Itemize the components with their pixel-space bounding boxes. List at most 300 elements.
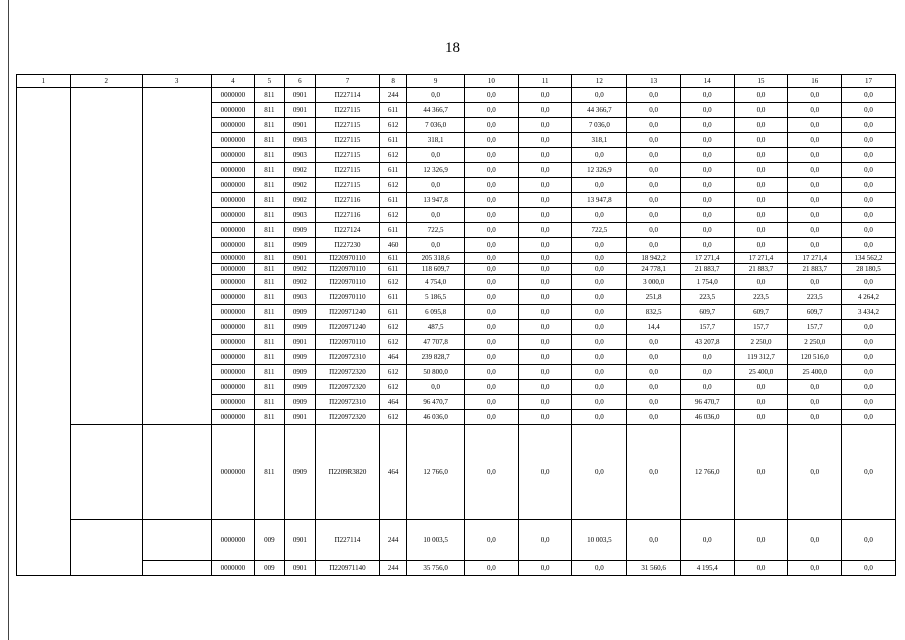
cell: 0000000	[211, 320, 255, 335]
cell: 0,0	[518, 380, 572, 395]
cell: 3 000,0	[627, 275, 681, 290]
cell: 0,0	[572, 320, 627, 335]
cell: 0000000	[211, 365, 255, 380]
cell: 0,0	[627, 335, 681, 350]
cell: П220971240	[316, 320, 380, 335]
cell: 0,0	[465, 520, 519, 561]
cell: 0,0	[680, 208, 734, 223]
cell: 0,0	[518, 118, 572, 133]
cell: 0,0	[788, 238, 842, 253]
cell: 0,0	[518, 561, 572, 576]
cell: 0909	[284, 425, 315, 520]
cell: 0000000	[211, 88, 255, 103]
cell: 0,0	[842, 350, 896, 365]
cell: 0,0	[572, 290, 627, 305]
cell: 0,0	[518, 290, 572, 305]
cell: 0,0	[465, 395, 519, 410]
cell: 0,0	[572, 148, 627, 163]
cell: 009	[255, 520, 284, 561]
cell: 611	[379, 305, 406, 320]
cell: 0901	[284, 103, 315, 118]
cell: 5 186,5	[407, 290, 465, 305]
column-header: 16	[788, 75, 842, 88]
column-header: 5	[255, 75, 284, 88]
cell: 50 800,0	[407, 365, 465, 380]
cell: 0,0	[680, 178, 734, 193]
cell: 0,0	[572, 561, 627, 576]
cell: 0,0	[518, 103, 572, 118]
cell: 0,0	[572, 380, 627, 395]
cell: П227115	[316, 103, 380, 118]
cell: 811	[255, 178, 284, 193]
column-header: 6	[284, 75, 315, 88]
cell: 44 366,7	[572, 103, 627, 118]
cell: 0,0	[518, 335, 572, 350]
cell: 0,0	[407, 208, 465, 223]
cell: 612	[379, 178, 406, 193]
cell: 0909	[284, 365, 315, 380]
cell: 318,1	[407, 133, 465, 148]
cell: 0,0	[627, 208, 681, 223]
cell: 0,0	[572, 253, 627, 264]
cell: П227124	[316, 223, 380, 238]
cell: 612	[379, 410, 406, 425]
cell: 21 883,7	[680, 264, 734, 275]
cell: 0,0	[788, 118, 842, 133]
cell: 0000000	[211, 133, 255, 148]
cell: 0,0	[465, 350, 519, 365]
cell: 0,0	[572, 305, 627, 320]
cell: 811	[255, 163, 284, 178]
cell: 0,0	[734, 410, 788, 425]
cell: 13 947,8	[572, 193, 627, 208]
cell: 0,0	[518, 520, 572, 561]
cell: 0,0	[407, 178, 465, 193]
cell: 239 828,7	[407, 350, 465, 365]
cell: П227115	[316, 118, 380, 133]
cell: 0,0	[788, 178, 842, 193]
cell: 157,7	[680, 320, 734, 335]
cell: П227116	[316, 208, 380, 223]
cell: 0,0	[680, 103, 734, 118]
cell: 14,4	[627, 320, 681, 335]
cell: 0000000	[211, 350, 255, 365]
cell: 0,0	[518, 350, 572, 365]
column-header: 12	[572, 75, 627, 88]
cell: 0,0	[734, 238, 788, 253]
cell: 0,0	[842, 133, 896, 148]
cell: 811	[255, 264, 284, 275]
cell: 0,0	[842, 88, 896, 103]
cell: 0,0	[407, 88, 465, 103]
cell: 24 778,1	[627, 264, 681, 275]
cell: 0,0	[465, 253, 519, 264]
cell: 811	[255, 208, 284, 223]
cell: П227116	[316, 193, 380, 208]
cell: 4 195,4	[680, 561, 734, 576]
cell: 0903	[284, 290, 315, 305]
cell: 0,0	[518, 264, 572, 275]
cell: 251,8	[627, 290, 681, 305]
cell: 0000000	[211, 425, 255, 520]
cell: 21 883,7	[788, 264, 842, 275]
cell: 0,0	[627, 395, 681, 410]
cell: 611	[379, 193, 406, 208]
cell: 0,0	[518, 395, 572, 410]
cell: 0,0	[407, 238, 465, 253]
cell: 0,0	[788, 88, 842, 103]
cell: П220970110	[316, 264, 380, 275]
cell: 25 400,0	[734, 365, 788, 380]
cell: 0,0	[572, 365, 627, 380]
cell: 811	[255, 380, 284, 395]
cell: 811	[255, 103, 284, 118]
cell: 0,0	[680, 118, 734, 133]
cell: 0,0	[680, 238, 734, 253]
cell: 0,0	[734, 88, 788, 103]
cell: 0,0	[627, 163, 681, 178]
cell: 31 560,6	[627, 561, 681, 576]
cell: 0901	[284, 561, 315, 576]
cell: 0,0	[407, 148, 465, 163]
cell: 0,0	[788, 275, 842, 290]
cell: П220972310	[316, 350, 380, 365]
cell: 0,0	[465, 290, 519, 305]
cell: 0,0	[627, 178, 681, 193]
cell: 0,0	[680, 223, 734, 238]
cell: 0,0	[518, 275, 572, 290]
cell: 811	[255, 238, 284, 253]
column-header: 4	[211, 75, 255, 88]
page-left-rule	[8, 0, 9, 640]
table-row	[17, 88, 896, 103]
cell: 0,0	[518, 425, 572, 520]
cell: П227114	[316, 88, 380, 103]
cell: 0909	[284, 320, 315, 335]
cell: 0902	[284, 163, 315, 178]
cell-col1	[17, 88, 71, 576]
cell: П220972320	[316, 380, 380, 395]
cell: 0,0	[465, 365, 519, 380]
cell: 0,0	[788, 163, 842, 178]
cell: 0,0	[842, 118, 896, 133]
cell: 0,0	[734, 163, 788, 178]
cell: 0,0	[518, 133, 572, 148]
budget-table	[16, 74, 896, 576]
cell: 0000000	[211, 264, 255, 275]
cell: 0,0	[518, 178, 572, 193]
cell: 0000000	[211, 275, 255, 290]
cell: 611	[379, 103, 406, 118]
cell: 0,0	[734, 133, 788, 148]
cell: 811	[255, 425, 284, 520]
cell: 0,0	[572, 264, 627, 275]
cell: 0,0	[518, 148, 572, 163]
cell: 611	[379, 133, 406, 148]
cell: 0,0	[572, 410, 627, 425]
cell: 120 516,0	[788, 350, 842, 365]
cell: 0,0	[734, 223, 788, 238]
cell: 0,0	[465, 238, 519, 253]
cell: 0,0	[842, 380, 896, 395]
cell: 0,0	[518, 223, 572, 238]
page-number: 18	[445, 40, 460, 56]
cell: 811	[255, 350, 284, 365]
cell: 0,0	[734, 561, 788, 576]
cell: 0,0	[734, 395, 788, 410]
cell: 487,5	[407, 320, 465, 335]
cell: 0000000	[211, 148, 255, 163]
cell-col3	[142, 561, 211, 576]
cell: 0,0	[842, 163, 896, 178]
cell: 0,0	[680, 520, 734, 561]
cell: 0,0	[842, 320, 896, 335]
cell: 0,0	[788, 103, 842, 118]
cell: 0,0	[734, 178, 788, 193]
cell: 0000000	[211, 561, 255, 576]
cell: 464	[379, 395, 406, 410]
cell: 0,0	[788, 520, 842, 561]
cell: П220971240	[316, 305, 380, 320]
cell: 0,0	[465, 133, 519, 148]
cell: 0000000	[211, 305, 255, 320]
cell: 7 036,0	[407, 118, 465, 133]
cell: 43 207,8	[680, 335, 734, 350]
cell: 0000000	[211, 520, 255, 561]
cell: 17 271,4	[680, 253, 734, 264]
cell: 0909	[284, 395, 315, 410]
cell: П220970110	[316, 335, 380, 350]
cell: 832,5	[627, 305, 681, 320]
cell: 611	[379, 253, 406, 264]
cell-col2	[70, 88, 142, 425]
column-header: 14	[680, 75, 734, 88]
cell: 0,0	[842, 238, 896, 253]
cell: 0000000	[211, 380, 255, 395]
cell: 0,0	[680, 148, 734, 163]
cell: 464	[379, 425, 406, 520]
cell: 0,0	[680, 365, 734, 380]
cell: 205 318,6	[407, 253, 465, 264]
cell: 609,7	[734, 305, 788, 320]
cell: 609,7	[788, 305, 842, 320]
cell: 0909	[284, 350, 315, 365]
cell: 21 883,7	[734, 264, 788, 275]
cell: 35 756,0	[407, 561, 465, 576]
cell: 0,0	[518, 320, 572, 335]
cell: 0,0	[842, 520, 896, 561]
column-header: 3	[142, 75, 211, 88]
cell: 0,0	[572, 178, 627, 193]
column-header: 13	[627, 75, 681, 88]
cell: 157,7	[788, 320, 842, 335]
cell: 0,0	[734, 520, 788, 561]
cell: 0,0	[465, 208, 519, 223]
cell: 0902	[284, 178, 315, 193]
cell: 0000000	[211, 253, 255, 264]
cell: 0,0	[734, 193, 788, 208]
cell: 0,0	[842, 103, 896, 118]
cell: 0,0	[842, 193, 896, 208]
cell: 611	[379, 223, 406, 238]
cell: 0000000	[211, 238, 255, 253]
cell: 0,0	[518, 88, 572, 103]
cell: 223,5	[734, 290, 788, 305]
cell: 0,0	[842, 561, 896, 576]
cell: 4 264,2	[842, 290, 896, 305]
cell: 0,0	[518, 365, 572, 380]
cell: 811	[255, 335, 284, 350]
cell: 0000000	[211, 103, 255, 118]
cell: 612	[379, 208, 406, 223]
cell: 10 003,5	[407, 520, 465, 561]
cell: 17 271,4	[734, 253, 788, 264]
cell: 0000000	[211, 410, 255, 425]
cell: 0,0	[734, 380, 788, 395]
cell: 0,0	[627, 365, 681, 380]
cell: 0,0	[627, 103, 681, 118]
cell: 0,0	[465, 193, 519, 208]
cell: 811	[255, 395, 284, 410]
cell: 119 312,7	[734, 350, 788, 365]
cell: 0,0	[465, 380, 519, 395]
cell: 0,0	[842, 223, 896, 238]
cell: 0,0	[842, 148, 896, 163]
cell: 4 754,0	[407, 275, 465, 290]
table-row	[17, 561, 896, 576]
cell: 0,0	[465, 264, 519, 275]
cell: 811	[255, 148, 284, 163]
cell: 0000000	[211, 290, 255, 305]
cell: 811	[255, 223, 284, 238]
cell: 0,0	[734, 118, 788, 133]
column-header: 2	[70, 75, 142, 88]
column-header: 7	[316, 75, 380, 88]
cell: 0,0	[465, 425, 519, 520]
cell-col3	[142, 425, 211, 520]
cell: 0,0	[627, 148, 681, 163]
cell: 0,0	[734, 425, 788, 520]
column-header: 15	[734, 75, 788, 88]
cell: 0,0	[627, 410, 681, 425]
cell: 811	[255, 410, 284, 425]
cell: П227115	[316, 163, 380, 178]
cell: 009	[255, 561, 284, 576]
cell: 244	[379, 88, 406, 103]
cell: 0,0	[465, 223, 519, 238]
cell: 0,0	[518, 238, 572, 253]
cell: 0,0	[572, 208, 627, 223]
cell: 0,0	[734, 275, 788, 290]
cell: 0000000	[211, 223, 255, 238]
cell: 0,0	[627, 193, 681, 208]
cell: 0000000	[211, 208, 255, 223]
cell: 0,0	[627, 425, 681, 520]
column-header: 17	[842, 75, 896, 88]
cell: 18 942,2	[627, 253, 681, 264]
cell: 612	[379, 320, 406, 335]
cell: 223,5	[680, 290, 734, 305]
cell: 0,0	[680, 88, 734, 103]
cell: П220971140	[316, 561, 380, 576]
cell: 157,7	[734, 320, 788, 335]
cell: 0901	[284, 520, 315, 561]
cell: 0,0	[572, 335, 627, 350]
cell: 0,0	[465, 410, 519, 425]
cell: 0,0	[627, 238, 681, 253]
cell: 0,0	[465, 148, 519, 163]
cell: 0,0	[627, 520, 681, 561]
cell: 0,0	[842, 178, 896, 193]
cell: 12 766,0	[680, 425, 734, 520]
cell: 0,0	[572, 395, 627, 410]
cell: 0,0	[407, 380, 465, 395]
cell: 0,0	[788, 380, 842, 395]
cell: 464	[379, 350, 406, 365]
cell: 0,0	[734, 148, 788, 163]
cell: 0,0	[842, 425, 896, 520]
cell: 0,0	[788, 208, 842, 223]
cell: 3 434,2	[842, 305, 896, 320]
cell: 244	[379, 561, 406, 576]
column-header: 11	[518, 75, 572, 88]
cell: 0,0	[465, 305, 519, 320]
cell: 0,0	[465, 561, 519, 576]
cell: 611	[379, 290, 406, 305]
cell: 0,0	[572, 88, 627, 103]
cell: 0,0	[518, 305, 572, 320]
cell: 0,0	[788, 148, 842, 163]
cell: 44 366,7	[407, 103, 465, 118]
cell: 2 250,0	[734, 335, 788, 350]
cell: 0,0	[680, 193, 734, 208]
cell: П220972320	[316, 410, 380, 425]
cell: 811	[255, 193, 284, 208]
cell: 0909	[284, 238, 315, 253]
cell: 0,0	[788, 133, 842, 148]
cell: 0901	[284, 410, 315, 425]
cell: П227114	[316, 520, 380, 561]
cell: 0,0	[842, 208, 896, 223]
project-label	[70, 425, 142, 520]
cell: 0,0	[627, 380, 681, 395]
cell: 0,0	[734, 103, 788, 118]
cell: 0,0	[465, 88, 519, 103]
cell: 96 470,7	[680, 395, 734, 410]
cell: 0909	[284, 380, 315, 395]
cell: 0,0	[572, 350, 627, 365]
cell: 612	[379, 335, 406, 350]
cell: 811	[255, 320, 284, 335]
department-label	[142, 88, 211, 425]
cell: 0000000	[211, 395, 255, 410]
cell: 0,0	[788, 395, 842, 410]
cell: П227115	[316, 133, 380, 148]
cell: 25 400,0	[788, 365, 842, 380]
cell: 0,0	[627, 133, 681, 148]
cell: 0,0	[572, 238, 627, 253]
cell: 0902	[284, 193, 315, 208]
cell: 612	[379, 148, 406, 163]
department-label	[142, 520, 211, 561]
cell: П220970110	[316, 290, 380, 305]
cell: П227115	[316, 148, 380, 163]
cell: 96 470,7	[407, 395, 465, 410]
cell: 0902	[284, 275, 315, 290]
cell: 0,0	[734, 208, 788, 223]
cell: 118 609,7	[407, 264, 465, 275]
cell: 811	[255, 133, 284, 148]
